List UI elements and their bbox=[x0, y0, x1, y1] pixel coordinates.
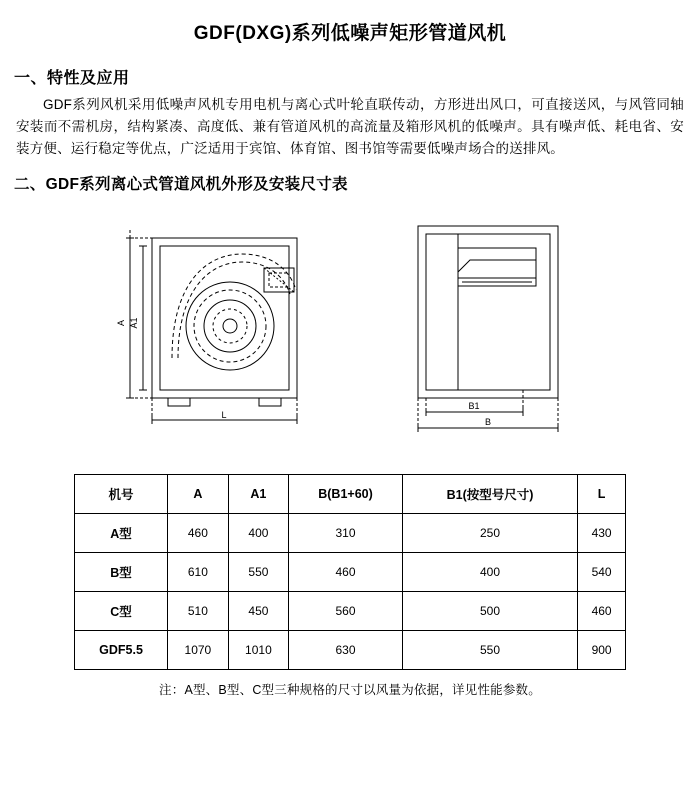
col-header-b: B(B1+60) bbox=[289, 474, 403, 513]
fan-side-view-drawing bbox=[398, 208, 588, 438]
cell-a1: 400 bbox=[228, 513, 289, 552]
section-heading-2: 二、GDF系列离心式管道风机外形及安装尺寸表 bbox=[14, 175, 348, 193]
cell-a: 610 bbox=[168, 552, 229, 591]
table-row bbox=[75, 591, 626, 630]
cell-a1: 1010 bbox=[228, 630, 289, 669]
col-header-a1: A1 bbox=[228, 474, 289, 513]
figure-area bbox=[0, 208, 700, 468]
figure-wrap bbox=[0, 208, 700, 438]
cell-model: C型 bbox=[75, 591, 168, 630]
dim-label-B1: B1 bbox=[468, 400, 480, 411]
cell-b1: 550 bbox=[402, 630, 577, 669]
dim-label-L: L bbox=[221, 409, 227, 420]
cell-l: 540 bbox=[578, 552, 626, 591]
cell-l: 430 bbox=[578, 513, 626, 552]
table-row bbox=[75, 630, 626, 669]
dim-label-A1: A1 bbox=[129, 317, 139, 329]
cell-a: 1070 bbox=[168, 630, 229, 669]
col-header-a: A bbox=[168, 474, 229, 513]
cell-model: A型 bbox=[75, 513, 168, 552]
cell-l: 900 bbox=[578, 630, 626, 669]
cell-a1: 550 bbox=[228, 552, 289, 591]
cell-b: 310 bbox=[289, 513, 403, 552]
dim-label-A: A bbox=[116, 319, 126, 326]
table-row bbox=[75, 513, 626, 552]
cell-b1: 250 bbox=[402, 513, 577, 552]
section-heading-1: 一、特性及应用 bbox=[14, 70, 130, 87]
cell-b1: 400 bbox=[402, 552, 577, 591]
cell-a: 460 bbox=[168, 513, 229, 552]
col-header-l: L bbox=[578, 474, 626, 513]
dim-label-B: B bbox=[484, 416, 492, 427]
page-title: GDF(DXG)系列低噪声矩形管道风机 bbox=[193, 23, 507, 44]
cell-model: B型 bbox=[75, 552, 168, 591]
spec-table bbox=[74, 474, 626, 670]
table-note: 注：A型、B型、C型三种规格的尺寸以风量为依据，详见性能参数。 bbox=[159, 682, 541, 697]
cell-b: 630 bbox=[289, 630, 403, 669]
cell-b1: 500 bbox=[402, 591, 577, 630]
cell-a1: 450 bbox=[228, 591, 289, 630]
col-header-b1: B1(按型号尺寸) bbox=[402, 474, 577, 513]
cell-a: 510 bbox=[168, 591, 229, 630]
document-page bbox=[0, 10, 700, 797]
section-paragraph-1: GDF系列风机采用低噪声风机专用电机与离心式叶轮直联传动，方形进出风口，可直接送风，与风管同轴安装而不需机房，结构紧凑、高度低、兼有管道风机的高流量及箱形风机的低噪声。具有噪声低、耗电省、安装方便、运行稳定等优点，广泛适用于宾馆、体育馆、图书馆等需要低噪声场合的送排风。 bbox=[16, 97, 684, 156]
col-header-model: 机号 bbox=[75, 474, 168, 513]
cell-l: 460 bbox=[578, 591, 626, 630]
table-row bbox=[75, 552, 626, 591]
fan-front-view-drawing bbox=[112, 208, 342, 438]
cell-model: GDF5.5 bbox=[75, 630, 168, 669]
cell-b: 560 bbox=[289, 591, 403, 630]
cell-b: 460 bbox=[289, 552, 403, 591]
table-header-row bbox=[75, 474, 626, 513]
